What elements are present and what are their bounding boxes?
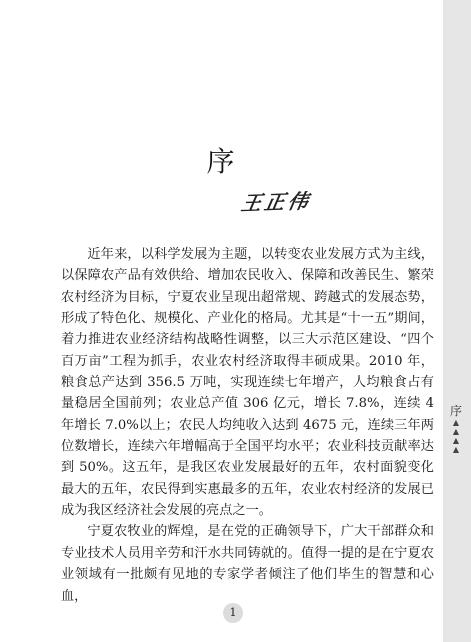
triangle-marker-icon: ▲: [452, 418, 460, 427]
author-signature: 王正伟: [239, 188, 314, 216]
side-thumb-bar: [443, 0, 471, 642]
triangle-marker-icon: ▲: [452, 427, 460, 436]
paragraph: 宁夏农牧业的辉煌，是在党的正确领导下，广大干部群众和专业技术人员用辛劳和汗水共同铸就的。值得一提的是在宁夏农业领域有一批颇有见地的专家学者倾注了他们毕生的智慧和心血，: [61, 524, 434, 604]
body-text: [61, 244, 434, 607]
triangle-marker-icon: ▲: [452, 445, 460, 454]
chapter-thumb-tab: [447, 404, 465, 454]
chapter-tab-label: 序: [449, 404, 462, 418]
paragraph: 近年来，以科学发展为主题，以转变农业发展方式为主线，以保障农产品有效供给、增加农民收入、保障和改善民生、繁荣农村经济为目标，宁夏农业呈现出超常规、跨越式的发展态势，形成了特色化、规模化、产业化的格局。尤其是“十一五”期间，着力推进农业经济结构战略性调整，以三大示范区建设、“四个百万亩”工程为抓手，农业农村经济取得丰硕成果。2010 年，粮食总产达到 356.5 万吨，实现连续七年增产，人均粮食占有量稳居全国前列；农业总产值 306 亿元，增长 7.8%，连续 4 年增长 7.0%以上；农民人均纯收入达到 4675 元，连续三年两位数增长，连续六年增幅高于全国平均水平；农业科技贡献率达到 50%。这五年，是我区农业发展最好的五年，农村面貌变化最大的五年，农民得到实惠最多的五年，农业农村经济的发展已成为我区经济社会发展的亮点之一。: [61, 247, 434, 519]
page-title: 序: [206, 145, 237, 178]
triangle-marker-icon: ▲: [452, 436, 460, 445]
page-number: 1: [223, 603, 243, 623]
